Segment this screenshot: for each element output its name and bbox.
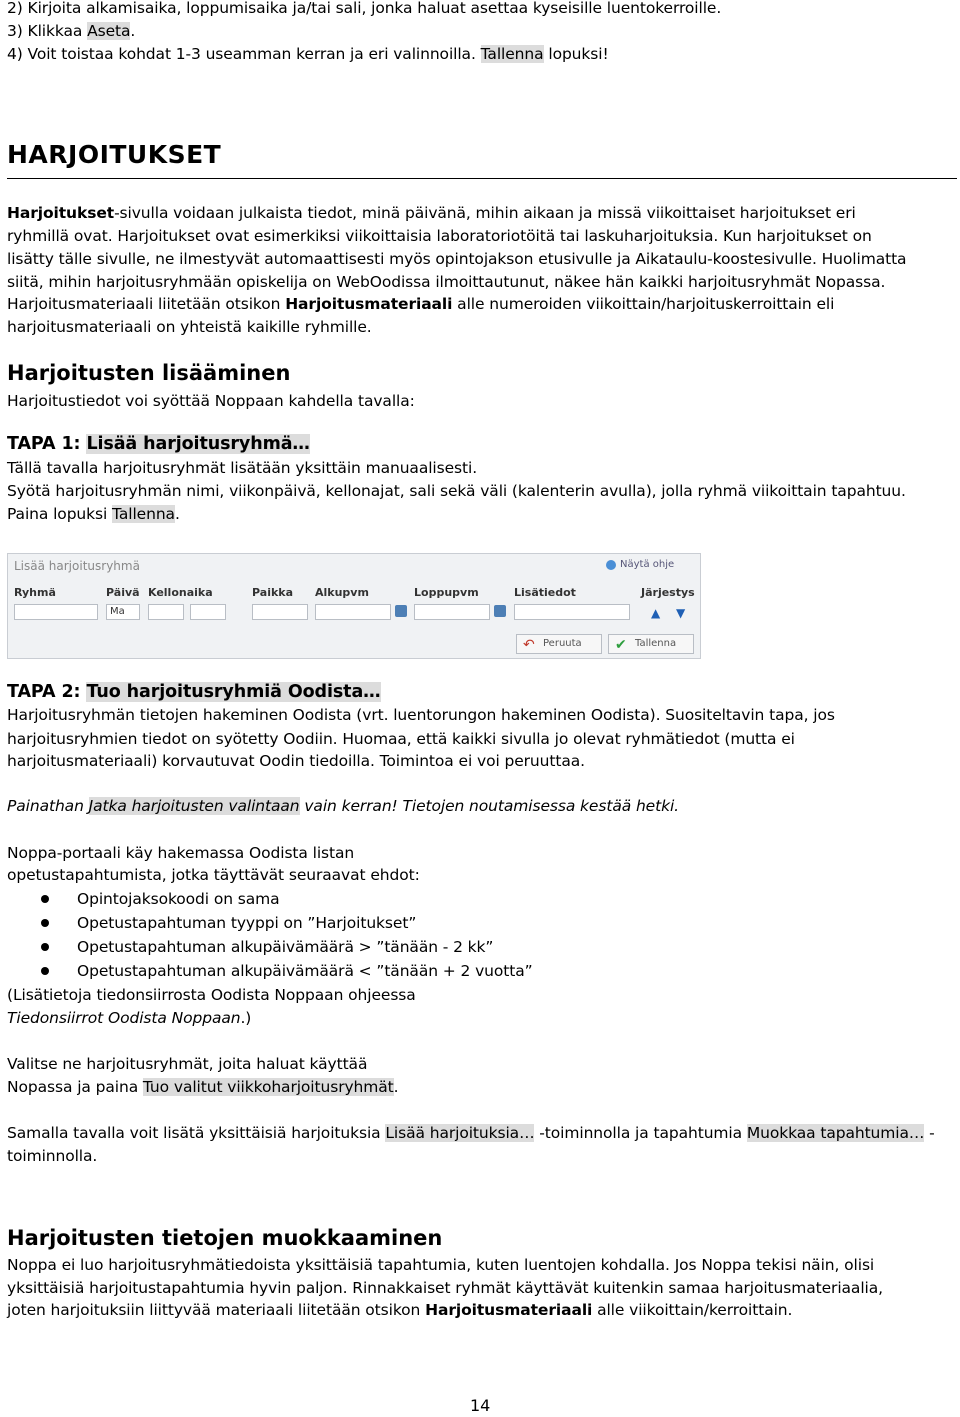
bullet-dot	[41, 919, 49, 927]
help-link[interactable]: Näytä ohje	[620, 559, 675, 570]
cancel-button[interactable]: ↶ Peruuta	[516, 634, 602, 654]
bullet-item: Opintojaksokoodi on sama	[77, 890, 280, 908]
bullet-dot	[41, 895, 49, 903]
add-group-form-screenshot	[7, 553, 701, 659]
bullet-item: Opetustapahtuman alkupäivämäärä > ”tänään - 2 kk”	[77, 938, 494, 956]
paragraph-line: Nopassa ja paina Tuo valitut viikkoharjoitusryhmät.	[7, 1078, 399, 1096]
tapa-2-heading: TAPA 2: Tuo harjoitusryhmiä Oodista…	[7, 682, 381, 702]
paragraph-line: Noppa-portaali käy hakemassa Oodista listan	[7, 844, 355, 862]
paragraph-line: Paina lopuksi Tallenna.	[7, 505, 180, 523]
calendar-icon[interactable]	[494, 605, 506, 617]
step-2-text: 2) Kirjoita alkamisaika, loppumisaika ja/tai sali, jonka haluat asettaa kyseisille luentokerroille.	[7, 0, 722, 17]
form-title: Lisää harjoitusryhmä	[14, 559, 140, 573]
section-rule	[7, 178, 957, 179]
check-icon: ✔	[615, 637, 627, 653]
paragraph-line: Harjoitustiedot voi syöttää Noppaan kahdella tavalla:	[7, 392, 415, 410]
paragraph-line: Harjoitusmateriaali liitetään otsikon Harjoitusmateriaali alle numeroiden viikoittain/harjoituskerroittain eli	[7, 295, 835, 313]
bullet-dot	[41, 943, 49, 951]
section-title-harjoitukset: HARJOITUKSET	[7, 140, 222, 169]
paragraph-line: Syötä harjoitusryhmän nimi, viikonpäivä, kellonajat, sali sekä väli (kalenterin avulla), jolla ryhmä viikoittain tapahtuu.	[7, 482, 906, 500]
step-3-text: 3) Klikkaa Aseta.	[7, 22, 136, 40]
paragraph-line: siitä, mihin harjoitusryhmään opiskelija on WebOodissa ilmoittautunut, näkee hän kaikki harjoitusryhmät Nopassa.	[7, 273, 886, 291]
end-time-input[interactable]	[190, 604, 226, 620]
paragraph-line: Tiedonsiirrot Oodista Noppaan.)	[7, 1009, 252, 1027]
paragraph-line: Samalla tavalla voit lisätä yksittäisiä harjoituksia Lisää harjoituksia… -toiminnolla ja tapahtumia Muokkaa tapahtumia… -	[7, 1124, 935, 1142]
bullet-dot	[41, 967, 49, 975]
paragraph-line: opetustapahtumista, jotka täyttävät seuraavat ehdot:	[7, 866, 420, 884]
paragraph-line: (Lisätietoja tiedonsiirrosta Oodista Noppaan ohjeessa	[7, 986, 416, 1004]
label-alkupvm: Alkupvm	[315, 586, 369, 599]
paragraph-line: Noppa ei luo harjoitusryhmätiedoista yksittäisiä tapahtumia, kuten luentojen kohdalla. Jos Noppa tekisi näin, olisi	[7, 1256, 875, 1274]
cancel-icon: ↶	[523, 637, 535, 653]
label-paikka: Paikka	[252, 586, 294, 599]
bullet-item: Opetustapahtuman alkupäivämäärä < ”tänään + 2 vuotta”	[77, 962, 533, 980]
paragraph-line: harjoitusmateriaali on yhteistä kaikille ryhmille.	[7, 318, 372, 336]
paragraph-line: ryhmillä ovat. Harjoitukset ovat esimerkiksi viikoittaisia laboratoriotöitä tai laskuharjoituksia. Kun harjoitukset on	[7, 227, 872, 245]
tapa-1-heading: TAPA 1: Lisää harjoitusryhmä…	[7, 434, 310, 454]
page-number: 14	[470, 1396, 491, 1415]
move-down-icon[interactable]: ▼	[676, 606, 686, 620]
section-title-muokkaaminen: Harjoitusten tietojen muokkaaminen	[7, 1226, 443, 1250]
paragraph-line: yksittäisiä harjoitustapahtumia hyvin paljon. Rinnakkaiset ryhmät käyttävät kuitenkin samaa harjoitusmateriaalia,	[7, 1279, 883, 1297]
paragraph-line: toiminnolla.	[7, 1147, 98, 1165]
paragraph-line: Harjoitukset-sivulla voidaan julkaista tiedot, minä päivänä, mihin aikaan ja missä viikoittaiset harjoitukset eri	[7, 204, 856, 222]
paragraph-line: Harjoitusryhmän tietojen hakeminen Oodista (vrt. luentorungon hakeminen Oodista). Suositeltavin tapa, jos	[7, 706, 835, 724]
paragraph-line: Tällä tavalla harjoitusryhmät lisätään yksittäin manuaalisesti.	[7, 459, 478, 477]
note-line: Painathan Jatka harjoitusten valintaan vain kerran! Tietojen noutamisessa kestää hetki.	[7, 797, 679, 815]
label-jarjestys: Järjestys	[641, 586, 695, 599]
move-up-icon[interactable]: ▲	[651, 606, 661, 620]
label-paiva: Päivä	[106, 586, 140, 599]
aseta-highlight: Aseta	[87, 22, 131, 40]
info-input[interactable]	[514, 604, 630, 620]
paragraph-line: harjoitusmateriaali) korvautuvat Oodin tiedoilla. Toimintoa ei voi peruuttaa.	[7, 752, 585, 770]
label-ryhma: Ryhmä	[14, 586, 56, 599]
start-date-input[interactable]	[315, 604, 391, 620]
day-select[interactable]: Ma	[106, 604, 140, 620]
label-lisatiedot: Lisätiedot	[514, 586, 576, 599]
group-name-input[interactable]	[14, 604, 98, 620]
step-4-text: 4) Voit toistaa kohdat 1-3 useamman kerran ja eri valinnoilla. Tallenna lopuksi!	[7, 45, 609, 63]
label-loppupvm: Loppupvm	[414, 586, 479, 599]
paragraph-line: Valitse ne harjoitusryhmät, joita haluat käyttää	[7, 1055, 368, 1073]
paragraph-line: joten harjoituksiin liittyvää materiaali liitetään otsikon Harjoitusmateriaali alle viikoittain/kerroittain.	[7, 1301, 793, 1319]
section-title-lisaaminen: Harjoitusten lisääminen	[7, 361, 291, 385]
help-icon[interactable]	[606, 560, 616, 570]
calendar-icon[interactable]	[395, 605, 407, 617]
start-time-input[interactable]	[148, 604, 184, 620]
end-date-input[interactable]	[414, 604, 490, 620]
label-kellonaika: Kellonaika	[148, 586, 213, 599]
bullet-item: Opetustapahtuman tyyppi on ”Harjoitukset”	[77, 914, 417, 932]
save-button[interactable]: ✔ Tallenna	[608, 634, 694, 654]
paragraph-line: harjoitusryhmien tiedot on syötetty Oodiin. Huomaa, että kaikki sivulla jo olevat ryhmätiedot (mutta ei	[7, 730, 795, 748]
place-input[interactable]	[252, 604, 308, 620]
paragraph-line: lisätty tälle sivulle, ne ilmestyvät automaattisesti myös opintojakson etusivulle ja Aikataulu-koostesivulle. Huolimatta	[7, 250, 907, 268]
tallenna-highlight: Tallenna	[480, 45, 544, 63]
